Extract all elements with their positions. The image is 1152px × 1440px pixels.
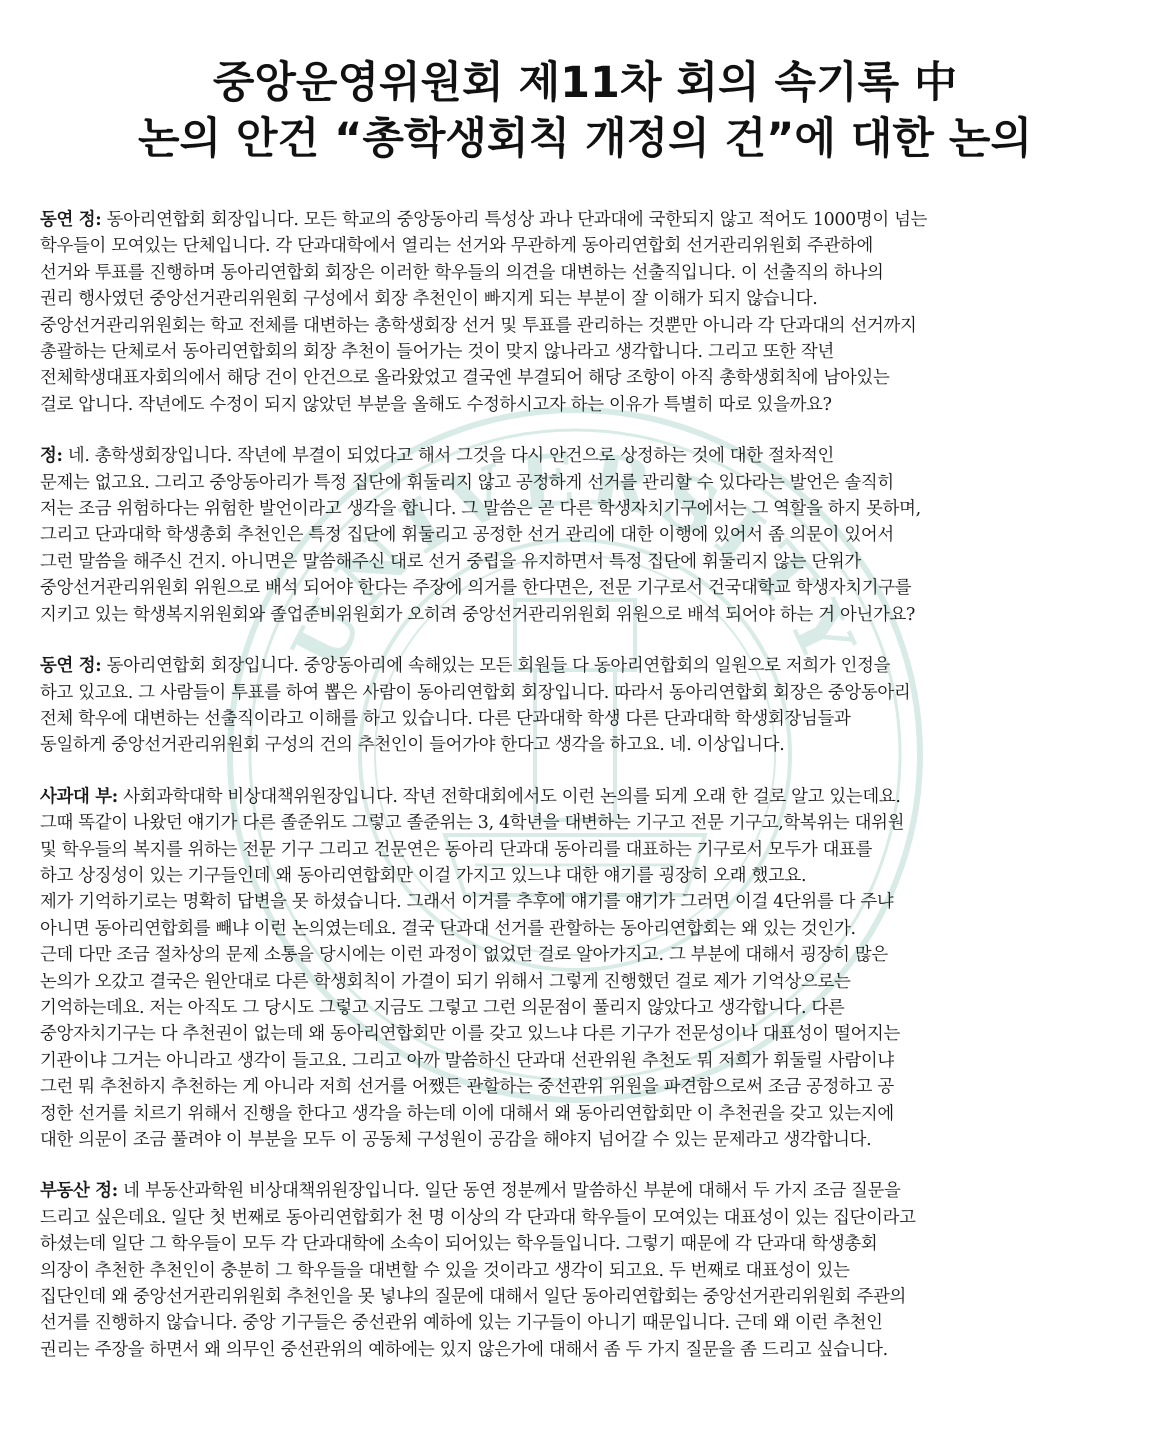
speech-block (40, 207, 1130, 418)
title-line-1: 중앙운영위원회 제11차 회의 속기록 中 (212, 58, 958, 108)
speech-line: 대한 의문이 조금 풀려야 이 부분을 모두 이 공동체 구성원이 공감을 해야지 넘어갈 수 있는 문제라고 생각합니다. (40, 1130, 872, 1150)
speaker-name: 부동산 정: (40, 1181, 118, 1202)
speech-line: 하셨는데 일단 그 학우들이 모두 각 단과대학에 소속이 되어있는 학우들입니다. 그렇기 때문에 각 단과대 학생총회 (40, 1234, 878, 1255)
speech-line: 하고 상징성이 있는 기구들인데 왜 동아리연합회만 이걸 가지고 있느냐 대한 얘기를 굉장히 오래 했고요. (40, 865, 807, 886)
speech-line: 저는 조금 위험하다는 위험한 발언이라고 생각을 합니다. 그 말씀은 곧 다른 학생자치기구에서는 그 역할을 하지 못하며, (40, 499, 921, 520)
speech-text: 동아리연합회 회장입니다. 중앙동아리에 속해있는 모든 회원들 다 동아리연합회의 일원으로 저희가 인정을 (101, 656, 891, 677)
speech-block (40, 784, 1130, 1154)
speech-block (40, 443, 1130, 628)
title-line-2: 논의 안건 “총학생회칙 개정의 건”에 대한 논의 (137, 114, 1033, 164)
speech-block (40, 653, 1130, 759)
speech-line: 권리는 주장을 하면서 왜 의무인 중선관위의 예하에는 있지 않은가에 대해서 좀 두 가지 질문을 좀 드리고 싶습니다. (40, 1339, 888, 1360)
speech-line: 그때 똑같이 나왔던 얘기가 다른 졸준위도 그렇고 졸준위는 3, 4학년을 대변하는 기구고 전문 기구고,학복위는 대위원 (40, 813, 905, 834)
speech-line: 기관이냐 그거는 아니라고 생각이 들고요. 그리고 아까 말씀하신 단과대 선관위원 추천도 뭐 저희가 휘둘릴 사람이냐 (40, 1050, 894, 1071)
speaker-name: 정: (40, 446, 63, 467)
speech-line: 그리고 단과대학 학생총회 추천인은 특정 집단에 휘둘리고 공정한 선거 관리에 대한 이행에 있어서 좀 의문이 있어서 (40, 525, 894, 546)
meeting-transcript (40, 207, 1130, 1363)
speech-line (40, 653, 1130, 679)
speech-text: 동아리연합회 회장입니다. 모든 학교의 중앙동아리 특성상 과나 단과대에 국한되지 않고 적어도 1000명이 넘는 (101, 210, 928, 230)
speech-line: 전체 학우에 대변하는 선출직이라고 이해를 하고 있습니다. 다른 단과대학 학생 다른 단과대학 학생회장님들과 (40, 708, 851, 729)
speech-line (40, 443, 1130, 469)
speech-line: 그런 말씀을 해주신 건지. 아니면은 말씀해주신 대로 선거 중립을 유지하면서 특정 집단에 휘둘리지 않는 단위가 (40, 551, 861, 572)
speaker-name: 동연 정: (40, 210, 102, 230)
speech-line: 드리고 싶은데요. 일단 첫 번째로 동아리연합회가 천 명 이상의 각 단과대 학우들이 모여있는 대표성이 있는 집단이라고 (40, 1207, 916, 1228)
speech-line: 전체학생대표자회의에서 해당 건이 안건으로 올라왔었고 결국엔 부결되어 해당 조항이 아직 총학생회칙에 남아있는 (40, 368, 890, 389)
speech-block (40, 1178, 1130, 1363)
speech-line: 총괄하는 단체로서 동아리연합회의 회장 추천이 들어가는 것이 맞지 않나라고 생각합니다. 그리고 또한 작년 (40, 342, 834, 363)
speech-text: 네 부동산과학원 비상대책위원장입니다. 일단 동연 정분께서 말씀하신 부분에 대해서 두 가지 조금 질문을 (117, 1181, 901, 1202)
speech-line: 집단인데 왜 중앙선거관리위원회 추천인을 못 넣냐의 질문에 대해서 일단 동아리연합회는 중앙선거관리위원회 주관의 (40, 1287, 906, 1308)
speech-line (40, 1178, 1130, 1204)
speech-line: 근데 다만 조금 절차상의 문제 소통을 당시에는 이런 과정이 없었던 걸로 알아가지고. 그 부분에 대해서 굉장히 많은 (40, 945, 888, 966)
speech-line: 및 학우들의 복지를 위하는 전문 기구 그리고 건문연은 동아리 단과대 동아리를 대표하는 기구로서 모두가 대표를 (40, 839, 873, 860)
speech-text: 사회과학대학 비상대책위원장입니다. 작년 전학대회에서도 이런 논의를 되게 오래 한 걸로 알고 있는데요. (117, 786, 901, 807)
speech-line: 학우들이 모여있는 단체입니다. 각 단과대학에서 열리는 선거와 무관하게 동아리연합회 선거관리위원회 주관하에 (40, 236, 873, 257)
speech-line: 하고 있고요. 그 사람들이 투표를 하여 뽑은 사람이 동아리연합회 회장입니다. 따라서 동아리연합회 회장은 중앙동아리 (40, 682, 911, 703)
speech-line: 제가 기억하기로는 명확히 답변을 못 하셨습니다. 그래서 이거를 추후에 얘기를 얘기가 그러면 이걸 4단위를 다 주냐 (40, 892, 894, 913)
speech-line: 중앙선거관리위원회 위원으로 배석 되어야 한다는 주장에 의거를 한다면은, 전문 기구로서 건국대학교 학생자치기구를 (40, 578, 912, 599)
speech-line: 문제는 없고요. 그리고 중앙동아리가 특정 집단에 휘둘리지 않고 공정하게 선거를 관리할 수 있다라는 발언은 솔직히 (40, 472, 894, 493)
seal-text: UNIVERSITY (274, 435, 876, 683)
speech-line: 선거를 진행하지 않습니다. 중앙 기구들은 중선관위 예하에 있는 기구들이 아니기 때문입니다. 근데 왜 이런 추천인 (40, 1313, 883, 1334)
speech-line: 기억하는데요. 저는 아직도 그 당시도 그렇고 지금도 그렇고 그런 의문점이 풀리지 않았다고 생각합니다. 다른 (40, 997, 845, 1018)
speech-line: 논의가 오갔고 결국은 원안대로 다른 학생회칙이 가결이 되기 위해서 그렇게 진행했던 걸로 제가 기억상으로는 (40, 971, 851, 992)
speech-line: 지키고 있는 학생복지위원회와 졸업준비위원회가 오히려 중앙선거관리위원회 위원으로 배석 되어야 하는 거 아닌가요? (40, 604, 916, 625)
document-title (40, 0, 1130, 167)
speech-line: 의장이 추천한 추천인이 충분히 그 학우들을 대변할 수 있을 것이라고 생각이 되고요. 두 번째로 대표성이 있는 (40, 1260, 850, 1281)
speech-line: 그런 뭐 추천하지 추천하는 게 아니라 저희 선거를 어쨌든 관할하는 중선관위 위원을 파견함으로써 조금 공정하고 공 (40, 1077, 894, 1098)
speech-line: 권리 행사였던 중앙선거관리위원회 구성에서 회장 추천인이 빠지게 되는 부분이 잘 이해가 되지 않습니다. (40, 289, 818, 310)
speech-line: 선거와 투표를 진행하며 동아리연합회 회장은 이러한 학우들의 의견을 대변하는 선출직입니다. 이 선출직의 하나의 (40, 262, 884, 283)
speech-line: 동일하게 중앙선거관리위원회 구성의 건의 추천인이 들어가야 한다고 생각을 하고요. 네. 이상입니다. (40, 735, 785, 756)
speech-line: 아니면 동아리연합회를 빼냐 이런 논의였는데요. 결국 단과대 선거를 관할하는 동아리연합회는 왜 있는 것인가. (40, 918, 856, 939)
speech-line (40, 784, 1130, 810)
speech-line: 중앙선거관리위원회는 학교 전체를 대변하는 총학생회장 선거 및 투표를 관리하는 것뿐만 아니라 각 단과대의 선거까지 (40, 315, 917, 336)
speaker-name: 동연 정: (40, 656, 102, 677)
speech-line: 중앙자치기구는 다 추천권이 없는데 왜 동아리연합회만 이를 갖고 있느냐 다른 기구가 전문성이나 대표성이 떨어지는 (40, 1024, 900, 1045)
speech-line (40, 207, 1130, 233)
speech-text: 네. 총학생회장입니다. 작년에 부결이 되었다고 해서 그것을 다시 안건으로 상정하는 것에 대한 절차적인 (62, 446, 835, 467)
speaker-name: 사과대 부: (40, 786, 118, 807)
speech-line: 걸로 압니다. 작년에도 수정이 되지 않았던 부분을 올해도 수정하시고자 하는 이유가 특별히 따로 있을까요? (40, 394, 832, 415)
speech-line: 정한 선거를 치르기 위해서 진행을 한다고 생각을 하는데 이에 대해서 왜 동아리연합회만 이 추천권을 갖고 있는지에 (40, 1103, 894, 1124)
